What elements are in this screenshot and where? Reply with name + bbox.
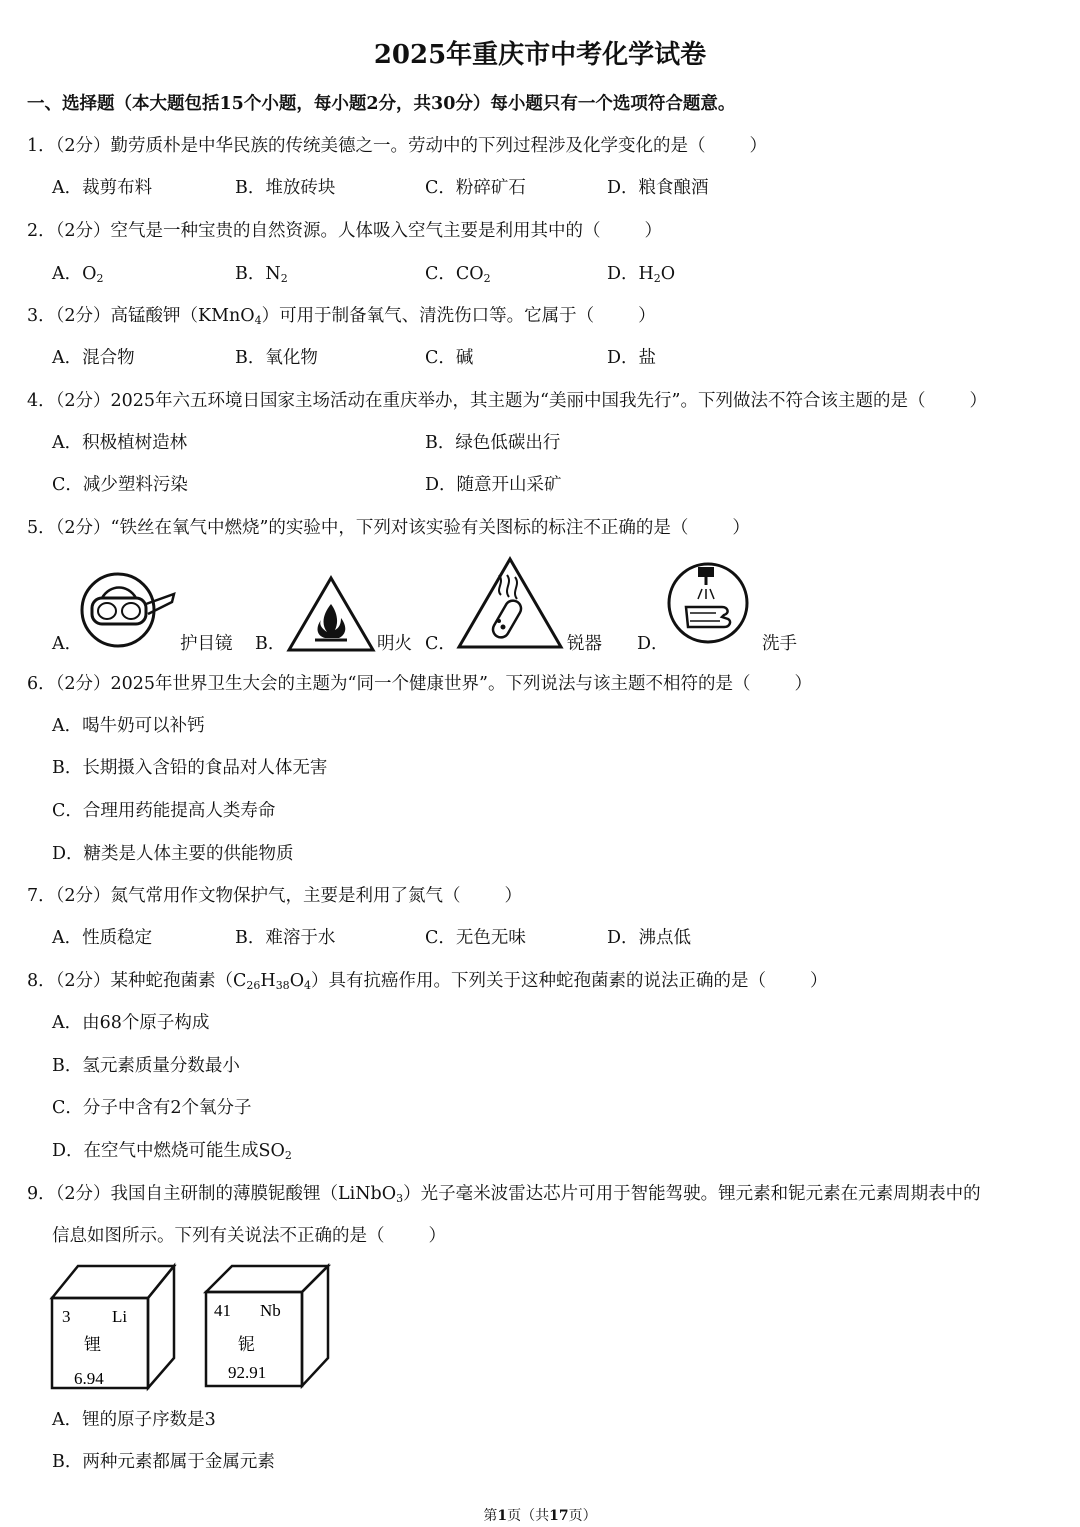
q5-option-c: C．	[425, 634, 456, 654]
hot-test-tube-icon	[455, 555, 565, 651]
q5-option-a: A．	[52, 634, 83, 654]
question-6-stem: 6．（2分）2025年世界卫生大会的主题为“同一个健康世界”。下列说法与该主题不相符的是（ ）	[27, 674, 812, 694]
goggles-icon	[80, 568, 180, 652]
niobium-element-card	[202, 1262, 332, 1392]
q4-option-c: C．减少塑料污染	[52, 475, 188, 495]
q5-option-b: B．	[255, 634, 286, 654]
question-5-stem: 5．（2分）“铁丝在氧气中燃烧”的实验中，下列对该实验有关图标的标注不正确的是（ ）	[27, 518, 750, 538]
question-8-stem: 8．（2分）某种蛇孢菌素$(C_{26}H_{38}O_4)$具有抗癌作用。下列关于这种蛇孢菌素的说法正确的是（ ）	[27, 971, 828, 992]
q9-option-b: B．两种元素都属于金属元素	[52, 1452, 275, 1472]
question-9-stem-line2: 信息如图所示。下列有关说法不正确的是（ ）	[52, 1226, 446, 1246]
question-3-stem: 3．（2分）高锰酸钾（KMnO$_4$）可用于制备氧气、清洗伤口等。它属于（ ）	[27, 306, 656, 327]
q7-option-d: D．沸点低	[607, 928, 692, 948]
open-flame-icon	[285, 574, 377, 654]
exam-title: 2025年重庆市中考化学试卷	[373, 40, 707, 70]
q4-option-b: B．绿色低碳出行	[425, 433, 561, 453]
q3-option-c: C．碱	[425, 348, 474, 368]
q6-option-d: D．糖类是人体主要的供能物质	[52, 844, 294, 864]
q3-option-d: D．盐	[607, 348, 657, 368]
q3-option-b: B．氧化物	[235, 348, 318, 368]
hand-wash-icon	[666, 555, 752, 651]
question-2-stem: 2．（2分）空气是一种宝贵的自然资源。人体吸入空气主要是利用其中的（ ）	[27, 221, 663, 241]
nb-name: 铌	[238, 1335, 255, 1354]
q8-option-b: B．氢元素质量分数最小	[52, 1056, 240, 1076]
nb-atomic-number: 41	[214, 1301, 231, 1320]
q6-option-a: A．喝牛奶可以补钙	[52, 716, 205, 736]
q1-option-a: A．裁剪布料	[52, 178, 153, 198]
q9-option-a: A．锂的原子序数是3	[52, 1410, 216, 1430]
q5-label-d: 洗手	[762, 634, 797, 654]
li-name: 锂	[84, 1335, 101, 1354]
question-9-stem: 9．（2分）我国自主研制的薄膜铌酸锂（LiNbO$_3$）光子毫米波雷达芯片可用于智能驾驶。锂元素和铌元素在元素周期表中的	[27, 1184, 981, 1205]
q6-option-b: B．长期摄入含铅的食品对人体无害	[52, 758, 328, 778]
q5-option-d: D．	[637, 634, 669, 654]
q5-label-b: 明火	[377, 634, 412, 654]
question-7-stem: 7．（2分）氮气常用作文物保护气，主要是利用了氮气（ ）	[27, 886, 523, 906]
q4-option-d: D．随意开山采矿	[425, 475, 562, 495]
page-footer: 第1页（共17页）	[483, 1508, 597, 1524]
q2-option-b: B．$N_2$	[235, 264, 288, 285]
nb-symbol: Nb	[260, 1301, 281, 1320]
q3-option-a: A．混合物	[52, 348, 135, 368]
section-heading: 一、选择题（本大题包括15个小题，每小题2分，共30分）每小题只有一个选项符合题意。	[27, 94, 736, 114]
q7-option-a: A．性质稳定	[52, 928, 153, 948]
q8-option-a: A．由68个原子构成	[52, 1013, 210, 1033]
q2-option-a: A．$O_2$	[52, 264, 104, 285]
q1-option-b: B．堆放砖块	[235, 178, 336, 198]
q6-option-c: C．合理用药能提高人类寿命	[52, 801, 276, 821]
li-atomic-mass: 6.94	[74, 1369, 104, 1388]
li-atomic-number: 3	[62, 1307, 71, 1326]
q5-label-c: 锐器	[567, 634, 602, 654]
nb-atomic-mass: 92.91	[228, 1363, 267, 1382]
question-1-stem: 1．（2分）勤劳质朴是中华民族的传统美德之一。劳动中的下列过程涉及化学变化的是（ ）	[27, 136, 768, 156]
q5-label-a: 护目镜	[180, 634, 233, 654]
q2-option-c: C．$CO_2$	[425, 264, 491, 285]
lithium-element-card	[48, 1262, 178, 1392]
q1-option-c: C．粉碎矿石	[425, 178, 526, 198]
li-symbol: Li	[112, 1307, 128, 1326]
q8-option-c: C．分子中含有2个氧分子	[52, 1098, 252, 1118]
q7-option-c: C．无色无味	[425, 928, 526, 948]
question-4-stem: 4．（2分）2025年六五环境日国家主场活动在重庆举办，其主题为“美丽中国我先行”。下列做法不符合该主题的是（ ）	[27, 391, 987, 411]
q4-option-a: A．积极植树造林	[52, 433, 188, 453]
q1-option-d: D．粮食酿酒	[607, 178, 709, 198]
q8-option-d: D．在空气中燃烧可能生成$SO_2$	[52, 1141, 292, 1162]
q7-option-b: B．难溶于水	[235, 928, 336, 948]
q2-option-d: D．$H_2O$	[607, 264, 676, 285]
